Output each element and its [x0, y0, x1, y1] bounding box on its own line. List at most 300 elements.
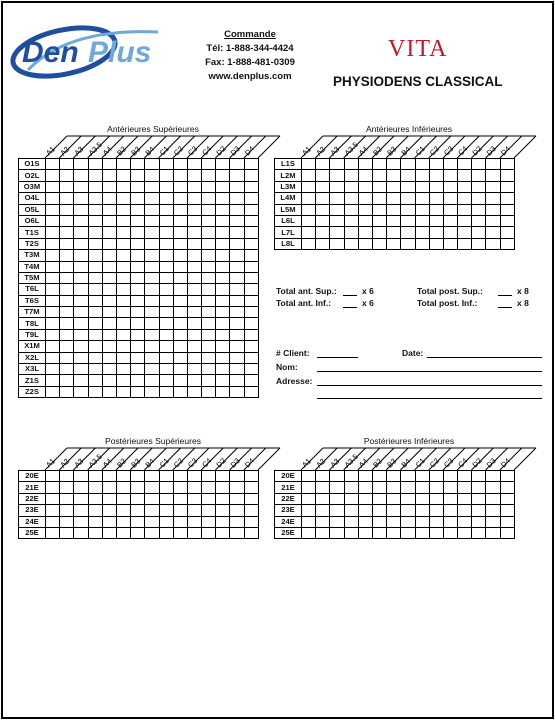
quantity-cell[interactable]: [230, 318, 244, 329]
quantity-cell[interactable]: [202, 250, 216, 261]
quantity-cell[interactable]: [88, 505, 102, 516]
quantity-cell[interactable]: [46, 250, 60, 261]
quantity-cell[interactable]: [443, 204, 457, 215]
quantity-cell[interactable]: [187, 250, 201, 261]
quantity-cell[interactable]: [116, 329, 130, 340]
quantity-cell[interactable]: [131, 159, 145, 170]
quantity-cell[interactable]: [131, 375, 145, 386]
quantity-cell[interactable]: [500, 204, 514, 215]
quantity-cell[interactable]: [330, 505, 344, 516]
quantity-cell[interactable]: [88, 250, 102, 261]
quantity-cell[interactable]: [458, 238, 472, 249]
quantity-cell[interactable]: [102, 386, 116, 397]
quantity-cell[interactable]: [202, 318, 216, 329]
quantity-cell[interactable]: [358, 493, 372, 504]
quantity-cell[interactable]: [372, 238, 386, 249]
quantity-cell[interactable]: [230, 295, 244, 306]
quantity-cell[interactable]: [302, 505, 316, 516]
quantity-cell[interactable]: [74, 238, 88, 249]
quantity-cell[interactable]: [316, 170, 330, 181]
quantity-cell[interactable]: [244, 375, 258, 386]
quantity-cell[interactable]: [216, 482, 230, 493]
quantity-cell[interactable]: [74, 159, 88, 170]
quantity-cell[interactable]: [330, 516, 344, 527]
quantity-cell[interactable]: [216, 493, 230, 504]
quantity-cell[interactable]: [102, 352, 116, 363]
quantity-cell[interactable]: [102, 375, 116, 386]
quantity-cell[interactable]: [387, 516, 401, 527]
quantity-cell[interactable]: [159, 170, 173, 181]
quantity-cell[interactable]: [216, 386, 230, 397]
quantity-cell[interactable]: [88, 386, 102, 397]
quantity-cell[interactable]: [302, 215, 316, 226]
quantity-cell[interactable]: [116, 516, 130, 527]
quantity-cell[interactable]: [230, 181, 244, 192]
quantity-cell[interactable]: [202, 482, 216, 493]
quantity-cell[interactable]: [443, 516, 457, 527]
quantity-cell[interactable]: [302, 159, 316, 170]
quantity-cell[interactable]: [202, 516, 216, 527]
quantity-cell[interactable]: [88, 181, 102, 192]
quantity-cell[interactable]: [88, 527, 102, 538]
quantity-cell[interactable]: [145, 272, 159, 283]
quantity-cell[interactable]: [202, 272, 216, 283]
quantity-cell[interactable]: [88, 329, 102, 340]
quantity-cell[interactable]: [131, 238, 145, 249]
quantity-cell[interactable]: [46, 318, 60, 329]
quantity-cell[interactable]: [159, 527, 173, 538]
quantity-cell[interactable]: [401, 471, 415, 482]
quantity-cell[interactable]: [46, 215, 60, 226]
quantity-cell[interactable]: [372, 215, 386, 226]
quantity-cell[interactable]: [116, 204, 130, 215]
quantity-cell[interactable]: [131, 284, 145, 295]
quantity-cell[interactable]: [88, 375, 102, 386]
quantity-cell[interactable]: [116, 181, 130, 192]
quantity-cell[interactable]: [358, 482, 372, 493]
quantity-cell[interactable]: [173, 516, 187, 527]
quantity-cell[interactable]: [500, 170, 514, 181]
quantity-cell[interactable]: [401, 482, 415, 493]
quantity-cell[interactable]: [102, 516, 116, 527]
quantity-cell[interactable]: [472, 493, 486, 504]
quantity-cell[interactable]: [401, 204, 415, 215]
quantity-cell[interactable]: [372, 159, 386, 170]
quantity-cell[interactable]: [159, 238, 173, 249]
quantity-cell[interactable]: [46, 375, 60, 386]
quantity-cell[interactable]: [244, 250, 258, 261]
quantity-cell[interactable]: [216, 527, 230, 538]
quantity-cell[interactable]: [202, 329, 216, 340]
quantity-cell[interactable]: [486, 170, 500, 181]
quantity-cell[interactable]: [46, 516, 60, 527]
quantity-cell[interactable]: [102, 318, 116, 329]
quantity-cell[interactable]: [102, 341, 116, 352]
quantity-cell[interactable]: [145, 329, 159, 340]
quantity-cell[interactable]: [187, 352, 201, 363]
quantity-cell[interactable]: [202, 159, 216, 170]
quantity-cell[interactable]: [472, 227, 486, 238]
quantity-cell[interactable]: [500, 471, 514, 482]
quantity-cell[interactable]: [429, 505, 443, 516]
quantity-cell[interactable]: [131, 527, 145, 538]
quantity-cell[interactable]: [187, 204, 201, 215]
quantity-cell[interactable]: [60, 527, 74, 538]
quantity-cell[interactable]: [60, 170, 74, 181]
quantity-cell[interactable]: [145, 261, 159, 272]
quantity-cell[interactable]: [173, 318, 187, 329]
quantity-cell[interactable]: [159, 341, 173, 352]
quantity-cell[interactable]: [60, 516, 74, 527]
quantity-cell[interactable]: [74, 170, 88, 181]
quantity-cell[interactable]: [244, 516, 258, 527]
quantity-cell[interactable]: [173, 386, 187, 397]
quantity-cell[interactable]: [344, 493, 358, 504]
quantity-cell[interactable]: [159, 352, 173, 363]
quantity-cell[interactable]: [173, 181, 187, 192]
quantity-cell[interactable]: [173, 329, 187, 340]
quantity-cell[interactable]: [387, 170, 401, 181]
quantity-cell[interactable]: [88, 227, 102, 238]
quantity-cell[interactable]: [472, 238, 486, 249]
quantity-cell[interactable]: [159, 493, 173, 504]
quantity-cell[interactable]: [159, 227, 173, 238]
quantity-cell[interactable]: [244, 352, 258, 363]
quantity-cell[interactable]: [401, 181, 415, 192]
quantity-cell[interactable]: [60, 238, 74, 249]
quantity-cell[interactable]: [401, 170, 415, 181]
quantity-cell[interactable]: [116, 352, 130, 363]
quantity-cell[interactable]: [102, 471, 116, 482]
quantity-cell[interactable]: [116, 471, 130, 482]
quantity-cell[interactable]: [46, 352, 60, 363]
quantity-cell[interactable]: [458, 471, 472, 482]
quantity-cell[interactable]: [458, 505, 472, 516]
quantity-cell[interactable]: [46, 181, 60, 192]
quantity-cell[interactable]: [116, 284, 130, 295]
quantity-cell[interactable]: [302, 527, 316, 538]
quantity-cell[interactable]: [46, 307, 60, 318]
quantity-cell[interactable]: [415, 516, 429, 527]
quantity-cell[interactable]: [230, 261, 244, 272]
quantity-cell[interactable]: [443, 482, 457, 493]
quantity-cell[interactable]: [230, 341, 244, 352]
quantity-cell[interactable]: [145, 516, 159, 527]
quantity-cell[interactable]: [216, 352, 230, 363]
quantity-cell[interactable]: [415, 471, 429, 482]
quantity-cell[interactable]: [173, 482, 187, 493]
quantity-cell[interactable]: [60, 227, 74, 238]
quantity-cell[interactable]: [316, 181, 330, 192]
quantity-cell[interactable]: [230, 159, 244, 170]
quantity-cell[interactable]: [173, 341, 187, 352]
quantity-cell[interactable]: [102, 250, 116, 261]
quantity-cell[interactable]: [302, 193, 316, 204]
quantity-cell[interactable]: [472, 505, 486, 516]
quantity-cell[interactable]: [131, 250, 145, 261]
quantity-cell[interactable]: [187, 527, 201, 538]
quantity-cell[interactable]: [131, 181, 145, 192]
quantity-cell[interactable]: [60, 493, 74, 504]
quantity-cell[interactable]: [131, 386, 145, 397]
quantity-cell[interactable]: [74, 181, 88, 192]
quantity-cell[interactable]: [102, 272, 116, 283]
quantity-cell[interactable]: [116, 250, 130, 261]
quantity-cell[interactable]: [415, 527, 429, 538]
quantity-cell[interactable]: [230, 238, 244, 249]
quantity-cell[interactable]: [173, 215, 187, 226]
quantity-cell[interactable]: [46, 170, 60, 181]
quantity-cell[interactable]: [159, 261, 173, 272]
quantity-cell[interactable]: [74, 307, 88, 318]
quantity-cell[interactable]: [387, 238, 401, 249]
quantity-cell[interactable]: [216, 318, 230, 329]
quantity-cell[interactable]: [230, 386, 244, 397]
quantity-cell[interactable]: [216, 284, 230, 295]
quantity-cell[interactable]: [116, 364, 130, 375]
quantity-cell[interactable]: [187, 341, 201, 352]
quantity-cell[interactable]: [46, 329, 60, 340]
quantity-cell[interactable]: [458, 181, 472, 192]
quantity-cell[interactable]: [145, 170, 159, 181]
quantity-cell[interactable]: [74, 527, 88, 538]
quantity-cell[interactable]: [230, 505, 244, 516]
quantity-cell[interactable]: [145, 159, 159, 170]
quantity-cell[interactable]: [74, 352, 88, 363]
quantity-cell[interactable]: [443, 227, 457, 238]
quantity-cell[interactable]: [202, 364, 216, 375]
quantity-cell[interactable]: [330, 159, 344, 170]
quantity-cell[interactable]: [202, 341, 216, 352]
quantity-cell[interactable]: [401, 527, 415, 538]
quantity-cell[interactable]: [244, 307, 258, 318]
quantity-cell[interactable]: [159, 215, 173, 226]
quantity-cell[interactable]: [173, 204, 187, 215]
quantity-cell[interactable]: [330, 204, 344, 215]
quantity-cell[interactable]: [458, 527, 472, 538]
quantity-cell[interactable]: [187, 329, 201, 340]
quantity-cell[interactable]: [116, 261, 130, 272]
quantity-cell[interactable]: [244, 193, 258, 204]
quantity-cell[interactable]: [60, 352, 74, 363]
quantity-cell[interactable]: [131, 364, 145, 375]
quantity-cell[interactable]: [88, 295, 102, 306]
quantity-cell[interactable]: [74, 471, 88, 482]
quantity-cell[interactable]: [429, 238, 443, 249]
quantity-cell[interactable]: [316, 238, 330, 249]
quantity-cell[interactable]: [415, 505, 429, 516]
quantity-cell[interactable]: [202, 493, 216, 504]
quantity-cell[interactable]: [159, 375, 173, 386]
quantity-cell[interactable]: [358, 227, 372, 238]
quantity-cell[interactable]: [88, 364, 102, 375]
quantity-cell[interactable]: [159, 364, 173, 375]
quantity-cell[interactable]: [173, 250, 187, 261]
quantity-cell[interactable]: [102, 204, 116, 215]
quantity-cell[interactable]: [358, 193, 372, 204]
quantity-cell[interactable]: [131, 295, 145, 306]
quantity-cell[interactable]: [173, 227, 187, 238]
quantity-cell[interactable]: [102, 295, 116, 306]
quantity-cell[interactable]: [500, 493, 514, 504]
quantity-cell[interactable]: [472, 159, 486, 170]
quantity-cell[interactable]: [145, 364, 159, 375]
quantity-cell[interactable]: [60, 505, 74, 516]
quantity-cell[interactable]: [500, 215, 514, 226]
quantity-cell[interactable]: [401, 505, 415, 516]
quantity-cell[interactable]: [131, 318, 145, 329]
quantity-cell[interactable]: [302, 482, 316, 493]
quantity-cell[interactable]: [429, 204, 443, 215]
quantity-cell[interactable]: [145, 227, 159, 238]
quantity-cell[interactable]: [74, 516, 88, 527]
quantity-cell[interactable]: [187, 386, 201, 397]
quantity-cell[interactable]: [458, 170, 472, 181]
quantity-cell[interactable]: [202, 181, 216, 192]
quantity-cell[interactable]: [486, 193, 500, 204]
quantity-cell[interactable]: [116, 227, 130, 238]
quantity-cell[interactable]: [131, 352, 145, 363]
quantity-cell[interactable]: [202, 307, 216, 318]
quantity-cell[interactable]: [216, 215, 230, 226]
name-field[interactable]: [317, 371, 542, 372]
quantity-cell[interactable]: [88, 261, 102, 272]
quantity-cell[interactable]: [358, 181, 372, 192]
quantity-cell[interactable]: [415, 181, 429, 192]
quantity-cell[interactable]: [330, 482, 344, 493]
quantity-cell[interactable]: [159, 295, 173, 306]
quantity-cell[interactable]: [458, 516, 472, 527]
quantity-cell[interactable]: [102, 527, 116, 538]
quantity-cell[interactable]: [500, 193, 514, 204]
quantity-cell[interactable]: [145, 386, 159, 397]
quantity-cell[interactable]: [116, 215, 130, 226]
quantity-cell[interactable]: [131, 261, 145, 272]
quantity-cell[interactable]: [60, 181, 74, 192]
quantity-cell[interactable]: [102, 482, 116, 493]
quantity-cell[interactable]: [46, 227, 60, 238]
quantity-cell[interactable]: [472, 516, 486, 527]
quantity-cell[interactable]: [102, 215, 116, 226]
quantity-cell[interactable]: [230, 516, 244, 527]
quantity-cell[interactable]: [202, 352, 216, 363]
quantity-cell[interactable]: [401, 159, 415, 170]
quantity-cell[interactable]: [74, 375, 88, 386]
quantity-cell[interactable]: [173, 261, 187, 272]
quantity-cell[interactable]: [344, 204, 358, 215]
quantity-cell[interactable]: [131, 204, 145, 215]
quantity-cell[interactable]: [387, 204, 401, 215]
quantity-cell[interactable]: [429, 482, 443, 493]
quantity-cell[interactable]: [145, 505, 159, 516]
quantity-cell[interactable]: [145, 215, 159, 226]
quantity-cell[interactable]: [173, 170, 187, 181]
quantity-cell[interactable]: [60, 375, 74, 386]
quantity-cell[interactable]: [486, 516, 500, 527]
quantity-cell[interactable]: [46, 505, 60, 516]
quantity-cell[interactable]: [358, 215, 372, 226]
client-field[interactable]: [317, 357, 358, 358]
quantity-cell[interactable]: [244, 471, 258, 482]
quantity-cell[interactable]: [429, 227, 443, 238]
quantity-cell[interactable]: [372, 505, 386, 516]
quantity-cell[interactable]: [344, 215, 358, 226]
quantity-cell[interactable]: [46, 159, 60, 170]
quantity-cell[interactable]: [159, 482, 173, 493]
quantity-cell[interactable]: [216, 181, 230, 192]
quantity-cell[interactable]: [187, 238, 201, 249]
quantity-cell[interactable]: [88, 215, 102, 226]
quantity-cell[interactable]: [330, 493, 344, 504]
quantity-cell[interactable]: [202, 386, 216, 397]
quantity-cell[interactable]: [131, 307, 145, 318]
quantity-cell[interactable]: [74, 329, 88, 340]
total-post-sup-field[interactable]: [498, 295, 512, 296]
quantity-cell[interactable]: [216, 250, 230, 261]
quantity-cell[interactable]: [116, 482, 130, 493]
quantity-cell[interactable]: [344, 159, 358, 170]
quantity-cell[interactable]: [131, 516, 145, 527]
quantity-cell[interactable]: [472, 215, 486, 226]
quantity-cell[interactable]: [74, 493, 88, 504]
quantity-cell[interactable]: [88, 238, 102, 249]
quantity-cell[interactable]: [216, 375, 230, 386]
quantity-cell[interactable]: [216, 307, 230, 318]
quantity-cell[interactable]: [74, 250, 88, 261]
quantity-cell[interactable]: [145, 181, 159, 192]
quantity-cell[interactable]: [60, 159, 74, 170]
quantity-cell[interactable]: [131, 505, 145, 516]
quantity-cell[interactable]: [202, 295, 216, 306]
quantity-cell[interactable]: [74, 364, 88, 375]
quantity-cell[interactable]: [88, 352, 102, 363]
quantity-cell[interactable]: [429, 527, 443, 538]
quantity-cell[interactable]: [202, 284, 216, 295]
quantity-cell[interactable]: [244, 364, 258, 375]
quantity-cell[interactable]: [60, 329, 74, 340]
quantity-cell[interactable]: [60, 250, 74, 261]
quantity-cell[interactable]: [443, 170, 457, 181]
quantity-cell[interactable]: [173, 505, 187, 516]
quantity-cell[interactable]: [372, 170, 386, 181]
quantity-cell[interactable]: [116, 170, 130, 181]
quantity-cell[interactable]: [131, 272, 145, 283]
quantity-cell[interactable]: [46, 238, 60, 249]
quantity-cell[interactable]: [358, 204, 372, 215]
quantity-cell[interactable]: [116, 159, 130, 170]
quantity-cell[interactable]: [472, 170, 486, 181]
quantity-cell[interactable]: [145, 284, 159, 295]
quantity-cell[interactable]: [486, 181, 500, 192]
quantity-cell[interactable]: [486, 527, 500, 538]
quantity-cell[interactable]: [244, 341, 258, 352]
quantity-cell[interactable]: [415, 238, 429, 249]
quantity-cell[interactable]: [116, 527, 130, 538]
quantity-cell[interactable]: [387, 505, 401, 516]
quantity-cell[interactable]: [358, 170, 372, 181]
quantity-cell[interactable]: [443, 193, 457, 204]
quantity-cell[interactable]: [159, 181, 173, 192]
quantity-cell[interactable]: [302, 181, 316, 192]
quantity-cell[interactable]: [387, 493, 401, 504]
quantity-cell[interactable]: [230, 364, 244, 375]
quantity-cell[interactable]: [244, 482, 258, 493]
quantity-cell[interactable]: [401, 493, 415, 504]
quantity-cell[interactable]: [187, 261, 201, 272]
quantity-cell[interactable]: [216, 505, 230, 516]
quantity-cell[interactable]: [216, 471, 230, 482]
quantity-cell[interactable]: [74, 272, 88, 283]
